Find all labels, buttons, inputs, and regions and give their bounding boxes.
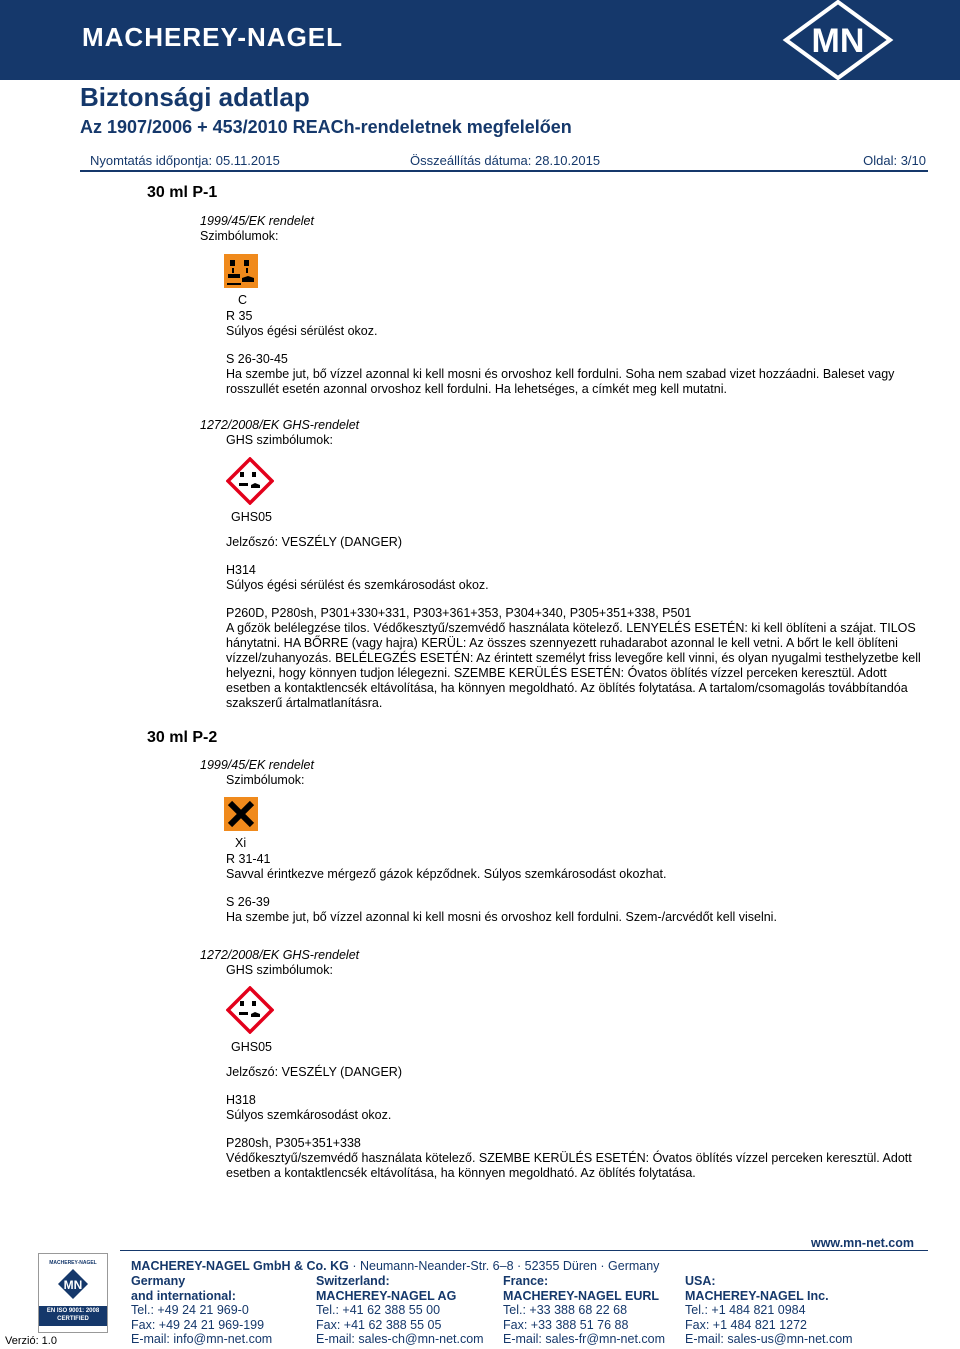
footer-col-tel: Tel.: +33 388 68 22 68 xyxy=(503,1303,628,1317)
signal-word-p2: Jelzőszó: VESZÉLY (DANGER) xyxy=(226,1065,402,1079)
symbol-code-p2: Xi xyxy=(235,836,247,850)
website-link[interactable]: www.mn-net.com xyxy=(810,1236,914,1250)
irritant-x-icon xyxy=(224,797,258,831)
company-name: MACHEREY-NAGEL GmbH & Co. KG xyxy=(131,1259,349,1273)
r-text-p1: Súlyos égési sérülést okoz. xyxy=(226,324,378,338)
compile-date: Összeállítás dátuma: 28.10.2015 xyxy=(410,153,601,168)
footer-col-label: Switzerland: xyxy=(316,1274,390,1288)
footer-col-usa xyxy=(685,1274,853,1347)
symbols-label-p2: Szimbólumok: xyxy=(226,773,305,787)
footer-col-fax: Fax: +41 62 388 55 05 xyxy=(316,1317,442,1332)
h-code-p2: H318 xyxy=(226,1093,256,1107)
h-text-p2: Súlyos szemkárosodást okoz. xyxy=(226,1108,392,1122)
footer-col-sublabel: MACHEREY-NAGEL AG xyxy=(316,1288,457,1303)
company-street: · Neumann-Neander-Str. 6–8 · 52355 Düren · Germany xyxy=(352,1259,660,1273)
page-number: Oldal: 3/10 xyxy=(863,153,926,168)
footer-col-sublabel: MACHEREY-NAGEL Inc. xyxy=(685,1288,829,1303)
brand-name: MACHEREY-NAGEL xyxy=(82,22,344,52)
r-text-p2: Savval érintkezve mérgező gázok képződnek. Súlyos szemkárosodást okozhat. xyxy=(226,867,667,881)
footer-col-sublabel: MACHEREY-NAGEL EURL xyxy=(503,1288,660,1303)
p-codes-p2: P280sh, P305+351+338 xyxy=(226,1136,361,1150)
section-title-p2: 30 ml P-2 xyxy=(147,729,218,746)
version-label: Verzió: 1.0 xyxy=(5,1335,57,1347)
s-text-p1: Ha szembe jut, bő vízzel azonnal ki kell mosni és orvoshoz kell fordulni. Soha nem szabad vizet hozzáadni. Baleset vagy rosszullét esetén azonnal orvoshoz kell fordulni. Ha lehetséges, a címkét meg kell mutatni. xyxy=(226,367,895,396)
p-text-p1: A gőzök belélegzése tilos. Védőkesztyű/szemvédő használata kötelező. LENYELÉS ESETÉN: ki kell öblíteni a szájat. TILOS hánytatni. HA BŐRRE (vagy hajra) KERÜL: Az összes szennyezett ruhadarabot azonnal le kell vetni. A bőrt le kell öblíteni vízzel/zuhanyozás. BELÉLEGZÉS ESETÉN: Az érintett személyt friss levegőre kell vinni, és olyan nyugalmi testhelyzetbe kell helyezni, hogy könnyen tudjon lélegezni. SZEMBE KERÜLÉS ESETÉN: Óvatos öblítés vízzel perceken keresztül. Adott esetben a kontaktlencsék eltávolítása, ha könnyen megoldható. Az öblítés folytatása. A tartalom/csomagolás továbbítandóa szakszerű ártalmatlanításra. xyxy=(226,621,921,710)
ghs-code-p1: GHS05 xyxy=(231,510,272,524)
r-code-p1: R 35 xyxy=(226,309,253,323)
ghs05-corrosion-icon xyxy=(226,986,274,1034)
footer-col-label: France: xyxy=(503,1274,549,1288)
footer-col-sublabel: and international: xyxy=(131,1288,236,1303)
mn-logo-text: MN xyxy=(811,22,865,60)
ghs-regulation-p2: 1272/2008/EK GHS-rendelet xyxy=(200,948,360,962)
regulation-p1: 1999/45/EK rendelet xyxy=(200,214,314,228)
cert-logo-text: MN xyxy=(63,1278,83,1292)
corrosive-icon xyxy=(224,254,258,288)
footer-divider xyxy=(120,1250,928,1251)
footer-col-label: Germany xyxy=(131,1274,186,1288)
p-text-p2: Védőkesztyű/szemvédő használata kötelező. SZEMBE KERÜLÉS ESETÉN: Óvatos öblítés vízzel perceken keresztül. Adott esetben a kontaktlencsék eltávolítása, ha könnyen megoldható. Az öblítés folytatása. xyxy=(226,1151,912,1180)
symbol-code-p1: C xyxy=(238,293,248,307)
doc-subtitle: Az 1907/2006 + 453/2010 REACh-rendeletnek megfelelően xyxy=(80,117,572,137)
footer-col-fax: Fax: +33 388 51 76 88 xyxy=(503,1317,629,1332)
footer-col-germany xyxy=(131,1274,272,1347)
symbols-label-p1: Szimbólumok: xyxy=(200,229,279,243)
s-code-p1: S 26-30-45 xyxy=(226,352,288,366)
h-code-p1: H314 xyxy=(226,563,256,577)
footer-col-tel: Tel.: +1 484 821 0984 xyxy=(685,1303,806,1317)
ghs-symbols-label-p1: GHS szimbólumok: xyxy=(226,433,333,447)
mn-logo-icon xyxy=(782,0,894,80)
cert-line1: EN ISO 9001: 2008 xyxy=(46,1308,100,1314)
s-text-p2: Ha szembe jut, bő vízzel azonnal ki kell mosni és orvoshoz kell fordulni. Szem-/arcvédőt kell viselni. xyxy=(226,910,777,924)
p-codes-p1: P260D, P280sh, P301+330+331, P303+361+353, P304+340, P305+351+338, P501 xyxy=(226,606,692,620)
footer-col-tel: Tel.: +41 62 388 55 00 xyxy=(316,1303,441,1317)
ghs-regulation-p1: 1272/2008/EK GHS-rendelet xyxy=(200,418,360,432)
company-address xyxy=(131,1259,659,1274)
footer-col-email[interactable]: E-mail: sales-ch@mn-net.com xyxy=(316,1332,484,1346)
footer-col-email[interactable]: E-mail: info@mn-net.com xyxy=(131,1332,273,1346)
h-text-p1: Súlyos égési sérülést és szemkárosodást okoz. xyxy=(226,578,489,592)
iso-cert-badge xyxy=(38,1253,108,1333)
cert-brand: MACHEREY-NAGEL xyxy=(49,1260,97,1266)
footer-col-email[interactable]: E-mail: sales-us@mn-net.com xyxy=(685,1332,853,1346)
signal-word-p1: Jelzőszó: VESZÉLY (DANGER) xyxy=(226,535,402,549)
header-divider xyxy=(80,170,928,172)
print-date: Nyomtatás időpontja: 05.11.2015 xyxy=(90,153,280,168)
footer-col-email[interactable]: E-mail: sales-fr@mn-net.com xyxy=(503,1332,666,1346)
ghs-symbols-label-p2: GHS szimbólumok: xyxy=(226,963,333,977)
r-code-p2: R 31-41 xyxy=(226,852,271,866)
regulation-p2: 1999/45/EK rendelet xyxy=(200,758,314,772)
footer-col-label: USA: xyxy=(685,1274,716,1288)
footer-col-switzerland xyxy=(316,1274,484,1347)
cert-mn-logo-icon xyxy=(57,1268,89,1300)
footer-col-france xyxy=(503,1274,665,1347)
footer-col-fax: Fax: +49 24 21 969-199 xyxy=(131,1317,265,1332)
footer-col-fax: Fax: +1 484 821 1272 xyxy=(685,1317,807,1332)
ghs-code-p2: GHS05 xyxy=(231,1040,272,1054)
ghs05-corrosion-icon xyxy=(226,457,274,505)
doc-title: Biztonsági adatlap xyxy=(80,82,310,112)
s-code-p2: S 26-39 xyxy=(226,895,270,909)
section-title-p1: 30 ml P-1 xyxy=(147,184,218,201)
footer-col-tel: Tel.: +49 24 21 969-0 xyxy=(131,1303,249,1317)
cert-line2: CERTIFIED xyxy=(57,1316,89,1322)
